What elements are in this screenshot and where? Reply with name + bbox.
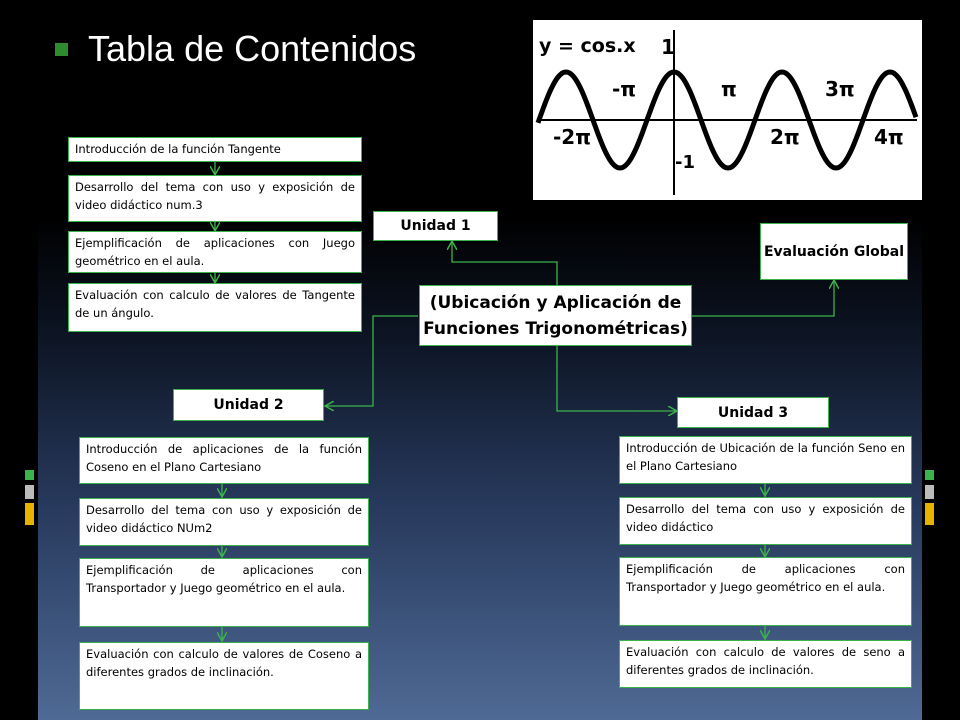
function-label: y = cos.x — [539, 35, 636, 57]
unidad1-item-3: Ejemplificación de aplicaciones con Juego geométrico en el aula. — [68, 231, 362, 273]
unidad1-item-2: Desarrollo del tema con uso y exposición de video didáctico num.3 — [68, 175, 362, 222]
tick-label: 3π — [825, 77, 855, 101]
unidad3-item-3: Ejemplificación de aplicaciones con Transportador y Juego geométrico en el aula. — [619, 557, 912, 626]
tick-label: 2π — [770, 125, 800, 149]
unidad2-item-3: Ejemplificación de aplicaciones con Transportador y Juego geométrico en el aula. — [79, 558, 369, 627]
tick-label: -π — [612, 77, 637, 101]
unidad2-item-1: Introducción de aplicaciones de la función Coseno en el Plano Cartesiano — [79, 437, 369, 484]
unidad3-header: Unidad 3 — [677, 397, 829, 428]
unidad1-item-4: Evaluación con calculo de valores de Tangente de un ángulo. — [68, 283, 362, 332]
tick-label: 1 — [661, 35, 675, 59]
unidad2-item-2: Desarrollo del tema con uso y exposición de video didáctico NUm2 — [79, 498, 369, 546]
tick-label: π — [721, 77, 737, 101]
evaluacion-global: Evaluación Global — [760, 223, 908, 280]
tick-label: -2π — [553, 125, 592, 149]
tick-label: -1 — [675, 152, 695, 173]
unidad2-item-4: Evaluación con calculo de valores de Coseno a diferentes grados de inclinación. — [79, 642, 369, 710]
unidad3-item-1: Introducción de Ubicación de la función Seno en el Plano Cartesiano — [619, 436, 912, 484]
tick-label: 4π — [874, 125, 904, 149]
unidad3-item-2: Desarrollo del tema con uso y exposición de video didáctico — [619, 497, 912, 545]
page-title: Tabla de Contenidos — [88, 28, 417, 69]
unidad1-item-1: Introducción de la función Tangente — [68, 137, 362, 162]
unidad2-header: Unidad 2 — [173, 389, 324, 421]
center-node: (Ubicación y Aplicación de Funciones Trigonométricas) — [419, 285, 692, 346]
unidad1-header: Unidad 1 — [373, 211, 498, 241]
unidad3-item-4: Evaluación con calculo de valores de seno a diferentes grados de inclinación. — [619, 640, 912, 688]
